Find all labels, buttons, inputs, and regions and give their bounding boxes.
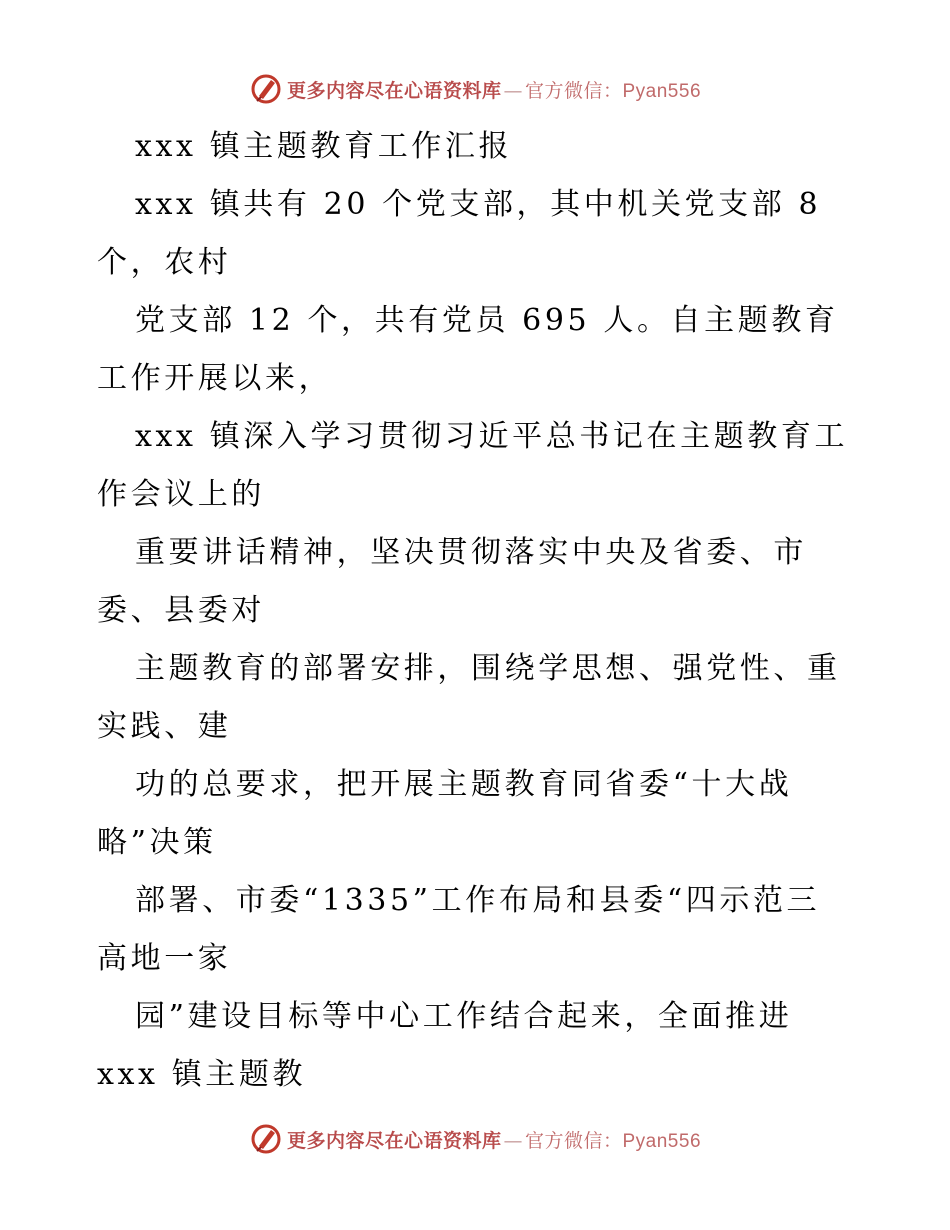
body-line: 重要讲话精神，坚决贯彻落实中央及省委、市: [135, 535, 807, 570]
body-line: xxx 镇主题教: [97, 1057, 307, 1092]
document-body: [97, 118, 857, 1104]
header-wechat-label: 官方微信：: [524, 79, 623, 102]
document-title: xxx 镇主题教育工作汇报: [135, 129, 513, 164]
body-line: 功的总要求，把开展主题教育同省委“十大战: [135, 767, 793, 802]
body-line: 作会议上的: [97, 477, 265, 512]
footer-separator: —: [503, 1129, 523, 1152]
header-brand: 更多内容尽在心语资料库: [286, 79, 502, 102]
body-line: 委、县委对: [97, 593, 265, 628]
body-line: 部署、市委“1335”工作布局和县委“四示范三: [135, 883, 821, 918]
footer-watermark: [0, 1122, 950, 1156]
footer-wechat-label: 官方微信：: [524, 1129, 623, 1152]
header-separator: —: [503, 79, 523, 102]
body-line: 略”决策: [97, 825, 217, 860]
pen-logo-icon: [249, 1122, 283, 1156]
body-line: xxx 镇共有 20 个党支部，其中机关党支部 8: [135, 187, 822, 222]
body-line: 高地一家: [97, 941, 232, 976]
header-wechat-id: Pyan556: [622, 80, 702, 102]
body-line: 工作开展以来，: [97, 361, 333, 396]
body-line: 园”建设目标等中心工作结合起来，全面推进: [135, 999, 793, 1034]
pen-logo-icon: [249, 72, 283, 106]
body-line: 主题教育的部署安排，围绕学思想、强党性、重: [135, 651, 841, 686]
footer-brand: 更多内容尽在心语资料库: [286, 1129, 502, 1152]
header-watermark: [0, 72, 950, 106]
footer-wechat-id: Pyan556: [622, 1130, 702, 1152]
body-line: xxx 镇深入学习贯彻习近平总书记在主题教育工: [135, 419, 849, 454]
body-line: 实践、建: [97, 709, 232, 744]
body-line: 党支部 12 个，共有党员 695 人。自主题教育: [135, 303, 839, 338]
body-line: 个，农村: [97, 245, 232, 280]
